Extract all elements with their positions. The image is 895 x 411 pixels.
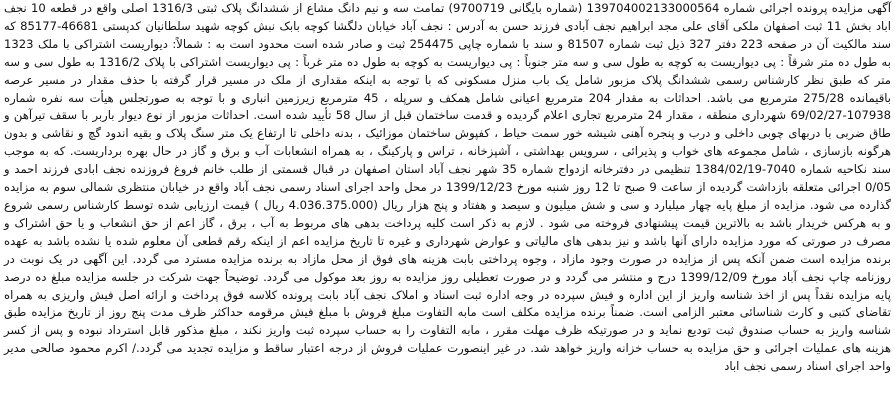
auction-notice-text: آگهی مزایده پرونده اجرائی شماره 139704002133000564 (شماره بایگانی 9700719) تمامت سه و نیم دانگ مشاع از ششدانگ پلاک ثبتی 1316/3 اصلی واقع در قطعه 10 نجف اباد بخش 11 ثبت اصفهان ملکی آقای علی مجد ابراهیم نجف آبادی فرزند حسن به آدرس : نجف آباد خیابان دلگشا کوچه بابک نبش کوچه شهید سلطانیان کدپستی 46681-85177 که سند مالکیت آن در صفحه 223 دفتر 327 ذیل ثبت شماره 81507 و سند با شماره چاپی 254475 ثبت و صادر شده است محدود است به : شمالاً: دیواریست اشتراکی با ملک 1323 به طول ده متر شرقاً : پی دیواریست به کوچه به طول سی و سه متر جنوباً : پی دیواریست به کوچه به طول ده متر غرباً : پی دیواریست اشتراکی با پلاک 1316/2 به طول سی و سه متر که طبق نظر کارشناس رسمی ششدانگ پلاک مزبور شامل یک باب منزل مسکونی که با توجه به اینکه مقداری از ملک در مسیر قرار گرفته با حذف مقدار در مسیر عرصه باقیمانده 275/28 مترمربع می باشد. احداثات به مقدار 204 مترمربع اعیانی شامل همکف و سرپله ، 45 مترمربع زیرزمین انباری و با توجه به صورتجلس هیأت سه نفره شماره 107938-69/02/27 شهرداری منطقه ، مقدار 24 مترمربع تجاری اعلام گردیده و قدمت ساختمان قبل از سال 58 تأیید شده است. احداثات مزبور از نوع دیوار باربر با سقف تیرآهن و طاق ضربی با دربهای چوبی داخلی و درب و پنجره آهنی شیشه خور سمت حیاط ، کفپوش ساختمان موزائیک ، بدنه داخلی تا ارتفاع یک متر سنگ پلاک و بقیه اندود گچ و نقاشی و بدون هرگونه بازسازی ، شامل مجموعه های خواب و پذیرائی ، سرویس بهداشتی ، آشپزخانه ، تراس و پارکینگ ، به همراه انشعابات آب و برق و گاز در حال بهره برداریست. که به موجب سند نکاحیه شماره 7040-1384/02/19 تنظیمی در دفترخانه ازدواج شماره 35 شهر نجف آباد استان اصفهان در قبال قسمتی از طلب خانم فروغ فروزنده نجف ابادی فرزند احمد و 0/05 اجرائی متعلقه بازداشت گردیده از ساعت 9 صبح تا 12 روز شنبه مورخ 1399/12/23 در محل واحد اجرای اسناد رسمی نجف آباد واقع در خیابان منتظری شمالی سوم به مزایده گذارده می شود. مزایده از مبلغ پایه چهار میلیارد و سی و شش میلیون و سیصد و هفتاد و پنج هزار ریال (4.036.375.000 ریال ) قیمت ارزیابی شده توسط کارشناس رسمی شروع و به هرکس خریدار باشد به بالاترین قیمت پیشنهادی فروخته می شود . لازم به ذکر است کلیه پرداخت بدهی های مربوط به آب ، برق ، گاز اعم از حق انشعاب و یا حق اشتراک و مصرف در صورتی که مورد مزایده دارای آنها باشد و نیز بدهی های مالیاتی و عوارض شهرداری و غیره تا تاریخ مزایده اعم از اینکه رقم قطعی آن معلوم شده یا نشده باشد به عهده برنده مزایده است ضمن آنکه پس از مزایده در صورت وجود مازاد ، وجوه پرداختی بابت هزینه های فوق از محل مازاد به برنده مزایده مسترد می گردد. این آگهی در یک نوبت در روزنامه چاپ نجف آباد مورخ 1399/12/09 درج و منتشر می گردد و در صورت تعطیلی روز مزایده به روز بعد موکول می گردد. توضیحاً جهت شرکت در جلسه مزایده مبلغ ده درصد پایه مزایده نقداً پس از اخذ شناسه واریز از این اداره و فیش سپرده در وجه اداره ثبت اسناد و املاک نجف آباد بابت پرونده کلاسه فوق پرداخت و ارائه اصل فیش واریزی به همراه تقاضای کتبی و کارت شناسائی معتبر الزامی است. ضمناً برنده مزایده مکلف است مابه التفاوت مبلغ فروش با مبلغ فیش مرقومه حداکثر ظرف مدت پنج روز از تاریخ مزایده طبق شناسه واریز به حساب صندوق ثبت تودیع نماید و در صورتیکه ظرف مهلت مقرر ، مابه التفاوت را به حساب سپرده ثبت واریز نکند ، مبلغ مذکور قابل استرداد نبوده و پس از کسر هزینه های عملیات اجرائی و حق مزایده به حساب خزانه واریز خواهد شد. در غیر اینصورت عملیات فروش از درجه اعتبار ساقط و مزایده تجدید می گردد./ اکرم محمود صالحی مدیر واحد اجرای اسناد رسمی نجف اباد [4,1,892,374]
